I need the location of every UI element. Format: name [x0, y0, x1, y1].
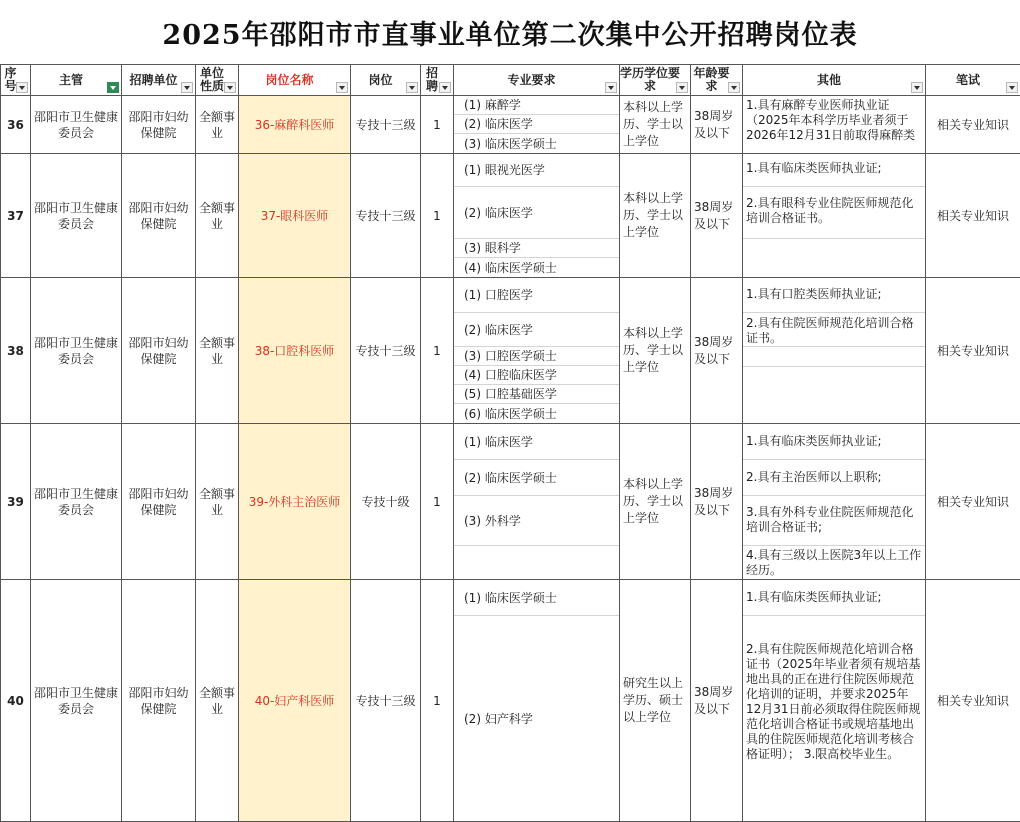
other-item: 2.具有眼科专业住院医师规范化培训合格证书。	[743, 187, 925, 239]
header-nature: 单位性质	[196, 65, 239, 96]
major-item: (6) 临床医学硕士	[464, 406, 557, 421]
filter-dropdown-post[interactable]	[336, 82, 348, 93]
other-item: 2.具有住院医师规范化培训合格证书（2025年毕业者须有规培基地出具的正在进行住院医师规范化培训的证明，并要求2025年12月31日前必须取得住院医师规范化培训合格证书或规培基地出具的住院医师规范化培训考核合格证明）； 3.限高校毕业生。	[746, 642, 921, 761]
cell-majors	[454, 424, 620, 580]
major-item: (2) 临床医学	[454, 115, 619, 134]
header-unit: 招聘单位	[122, 65, 196, 96]
cell-count: 1	[421, 424, 454, 580]
cell-dept: 邵阳市卫生健康委员会	[31, 580, 122, 822]
cell-unit: 邵阳市妇幼保健院	[122, 424, 196, 580]
table-row	[1, 278, 1020, 424]
cell-level: 专技十三级	[351, 278, 421, 424]
table-row	[1, 424, 1020, 580]
cell-seq: 36	[1, 96, 31, 154]
filter-dropdown-edu[interactable]	[676, 82, 688, 93]
cell-count: 1	[421, 278, 454, 424]
cell-post: 36-麻醉科医师	[239, 96, 351, 154]
cell-majors	[454, 580, 620, 822]
cell-age: 38周岁及以下	[691, 580, 743, 822]
cell-seq: 38	[1, 278, 31, 424]
cell-nature: 全额事业	[196, 424, 239, 580]
cell-other	[743, 154, 926, 278]
filter-dropdown-major[interactable]	[605, 82, 617, 93]
page-title: 2025年邵阳市市直事业单位第二次集中公开招聘岗位表	[0, 0, 1020, 65]
cell-exam: 相关专业知识	[926, 96, 1020, 154]
cell-edu: 本科以上学历、学士以上学位	[620, 278, 691, 424]
cell-count: 1	[421, 580, 454, 822]
cell-exam: 相关专业知识	[926, 278, 1020, 424]
header-count: 招聘	[421, 65, 454, 96]
cell-level: 专技十三级	[351, 154, 421, 278]
cell-nature: 全额事业	[196, 278, 239, 424]
header-seq: 序号	[1, 65, 31, 96]
other-item: 2.具有主治医师以上职称;	[743, 460, 925, 496]
header-major: 专业要求	[454, 65, 620, 96]
header-dept: 主管	[31, 65, 122, 96]
other-item	[743, 239, 925, 277]
cell-majors	[454, 278, 620, 424]
other-item: 3.具有外科专业住院医师规范化培训合格证书;	[743, 496, 925, 546]
filter-dropdown-level[interactable]	[406, 82, 418, 93]
cell-nature: 全额事业	[196, 154, 239, 278]
major-item: (3) 口腔医学硕士	[454, 347, 619, 366]
cell-level: 专技十三级	[351, 580, 421, 822]
major-item: (1) 口腔医学	[454, 278, 619, 313]
cell-post: 38-口腔科医师	[239, 278, 351, 424]
cell-count: 1	[421, 154, 454, 278]
filter-dropdown-nature[interactable]	[224, 82, 236, 93]
cell-dept: 邵阳市卫生健康委员会	[31, 278, 122, 424]
major-item: (4) 口腔临床医学	[454, 366, 619, 385]
cell-other	[743, 278, 926, 424]
major-item: (3) 临床医学硕士	[464, 136, 557, 151]
filter-dropdown-other[interactable]	[911, 82, 923, 93]
cell-other	[743, 424, 926, 580]
cell-exam: 相关专业知识	[926, 580, 1020, 822]
cell-dept: 邵阳市卫生健康委员会	[31, 424, 122, 580]
cell-exam: 相关专业知识	[926, 424, 1020, 580]
other-item: 1.具有临床类医师执业证;	[743, 154, 925, 187]
major-item: (1) 临床医学硕士	[454, 580, 619, 616]
major-item-empty	[454, 546, 619, 579]
table-row	[1, 580, 1020, 822]
cell-post: 37-眼科医师	[239, 154, 351, 278]
major-item: (4) 临床医学硕士	[464, 260, 557, 275]
filter-dropdown-unit[interactable]	[181, 82, 193, 93]
recruitment-table	[0, 64, 1020, 822]
cell-edu: 本科以上学历、学士以上学位	[620, 154, 691, 278]
cell-nature: 全额事业	[196, 96, 239, 154]
header-other: 其他	[743, 65, 926, 96]
other-item	[743, 367, 925, 405]
cell-age: 38周岁及以下	[691, 424, 743, 580]
cell-level: 专技十三级	[351, 96, 421, 154]
cell-edu: 本科以上学历、学士以上学位	[620, 96, 691, 154]
other-item	[743, 347, 925, 367]
cell-other	[743, 96, 926, 154]
major-item: (1) 麻醉学	[454, 96, 619, 115]
major-item: (2) 临床医学硕士	[454, 460, 619, 496]
filter-dropdown-exam[interactable]	[1006, 82, 1018, 93]
cell-dept: 邵阳市卫生健康委员会	[31, 154, 122, 278]
cell-post: 39-外科主治医师	[239, 424, 351, 580]
cell-nature: 全额事业	[196, 580, 239, 822]
cell-post: 40-妇产科医师	[239, 580, 351, 822]
cell-age: 38周岁及以下	[691, 278, 743, 424]
cell-count: 1	[421, 96, 454, 154]
cell-majors	[454, 96, 620, 154]
other-item: 1.具有麻醉专业医师执业证（2025年本科学历毕业者须于2026年12月31日前取得麻醉类	[746, 98, 916, 142]
filter-dropdown-age[interactable]	[728, 82, 740, 93]
major-item: (3) 眼科学	[454, 239, 619, 258]
header-level: 岗位	[351, 65, 421, 96]
major-item: (3) 外科学	[454, 496, 619, 546]
cell-level: 专技十级	[351, 424, 421, 580]
cell-other	[743, 580, 926, 822]
other-item: 4.具有三级以上医院3年以上工作经历。	[746, 548, 922, 577]
table-row	[1, 96, 1020, 154]
cell-dept: 邵阳市卫生健康委员会	[31, 96, 122, 154]
header-edu: 学历学位要求	[620, 65, 691, 96]
major-item: (1) 临床医学	[454, 424, 619, 460]
major-item: (2) 临床医学	[454, 187, 619, 239]
header-row	[1, 65, 1020, 96]
cell-seq: 39	[1, 424, 31, 580]
table-row	[1, 154, 1020, 278]
other-item: 1.具有临床类医师执业证;	[743, 424, 925, 460]
cell-unit: 邵阳市妇幼保健院	[122, 278, 196, 424]
header-exam: 笔试	[926, 65, 1020, 96]
cell-exam: 相关专业知识	[926, 154, 1020, 278]
cell-unit: 邵阳市妇幼保健院	[122, 96, 196, 154]
cell-age: 38周岁及以下	[691, 154, 743, 278]
cell-unit: 邵阳市妇幼保健院	[122, 580, 196, 822]
other-item: 1.具有临床类医师执业证;	[743, 580, 925, 616]
filter-dropdown-count[interactable]	[439, 82, 451, 93]
cell-edu: 本科以上学历、学士以上学位	[620, 424, 691, 580]
cell-seq: 37	[1, 154, 31, 278]
cell-majors	[454, 154, 620, 278]
header-age: 年龄要求	[691, 65, 743, 96]
cell-unit: 邵阳市妇幼保健院	[122, 154, 196, 278]
filter-active-icon[interactable]	[107, 82, 119, 93]
cell-seq: 40	[1, 580, 31, 822]
filter-dropdown-seq[interactable]	[16, 82, 28, 93]
major-item: (5) 口腔基础医学	[454, 385, 619, 404]
other-item: 2.具有住院医师规范化培训合格证书。	[743, 313, 925, 347]
cell-edu: 研究生以上学历、硕士以上学位	[620, 580, 691, 822]
header-post: 岗位名称	[239, 65, 351, 96]
major-item: (2) 妇产科学	[464, 711, 533, 726]
major-item: (1) 眼视光医学	[454, 154, 619, 187]
other-item: 1.具有口腔类医师执业证;	[743, 278, 925, 313]
major-item: (2) 临床医学	[454, 313, 619, 347]
cell-age: 38周岁及以下	[691, 96, 743, 154]
